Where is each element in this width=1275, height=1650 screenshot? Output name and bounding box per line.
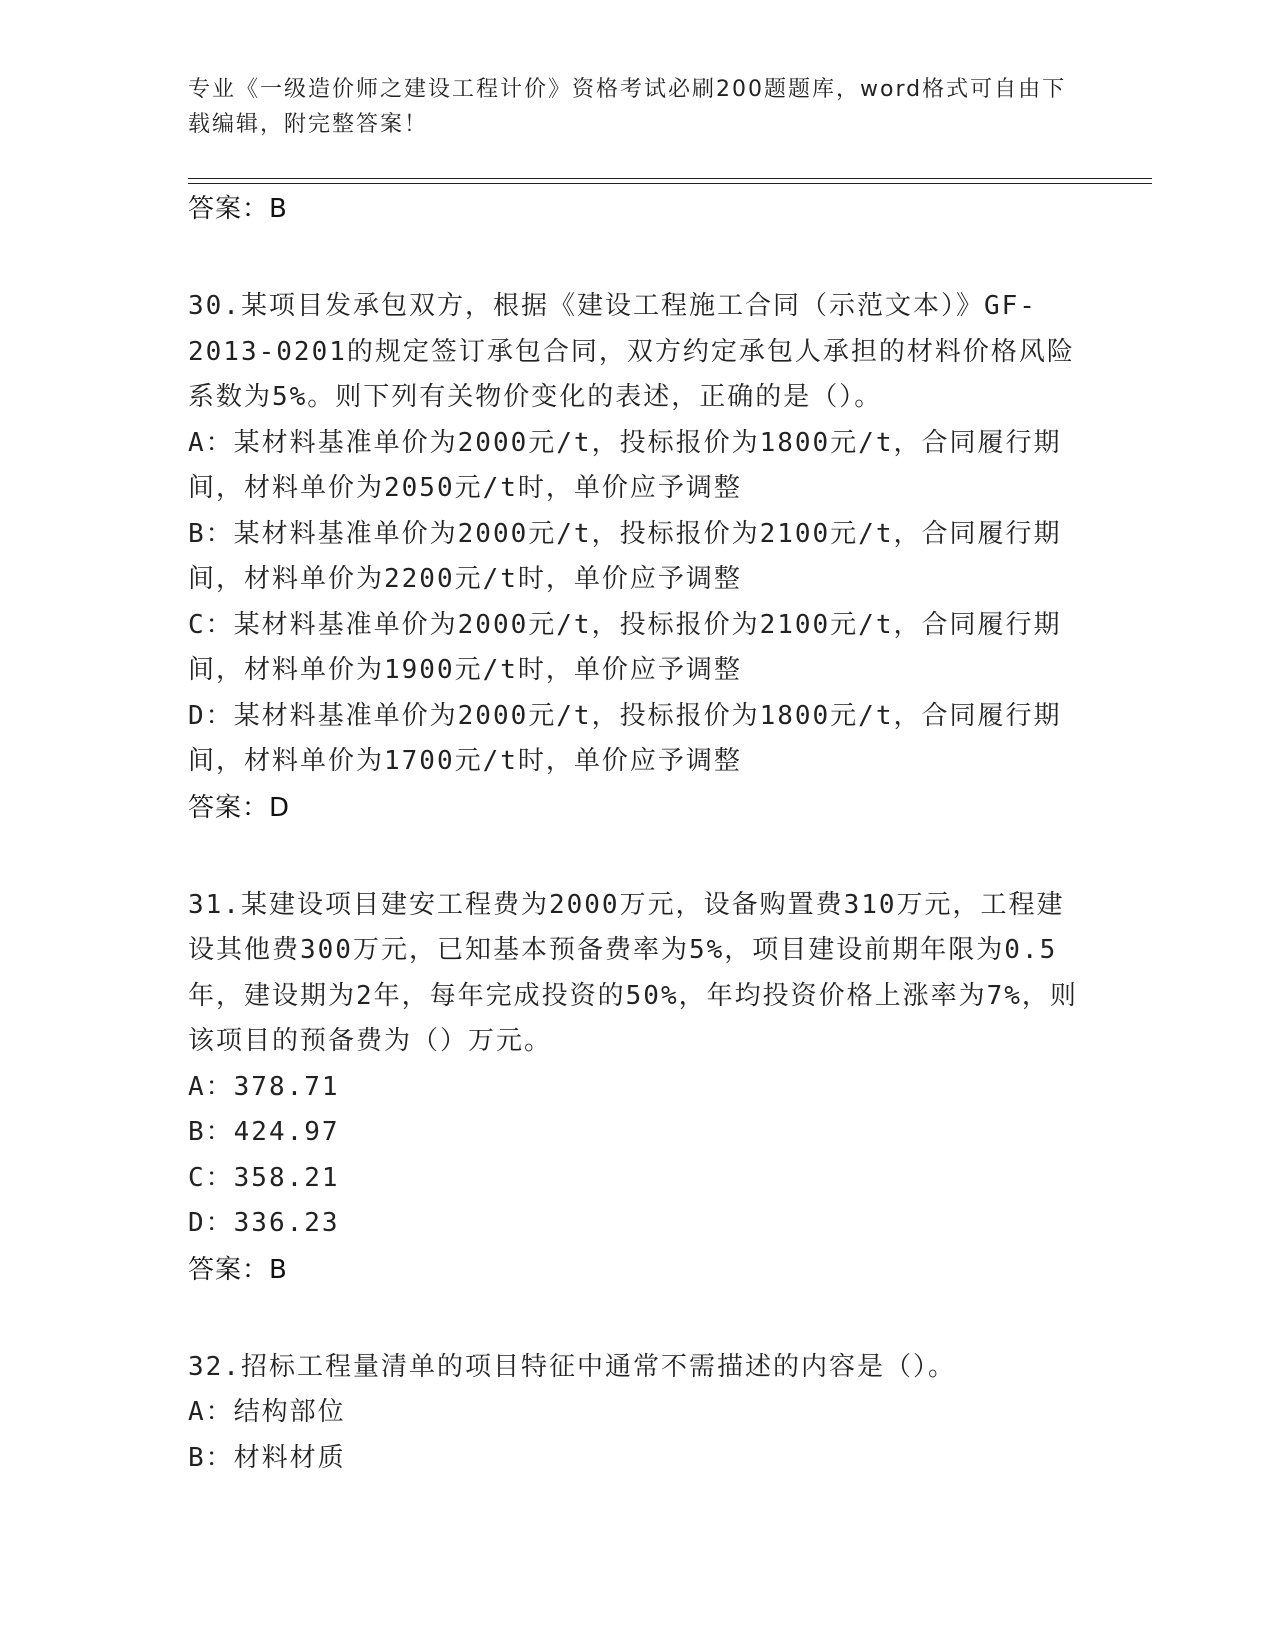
option-d: D：某材料基准单价为2000元/t，投标报价为1800元/t，合同履行期间，材料单价为1700元/t时，单价应予调整 [188,700,1062,776]
question-stem: 31.某建设项目建安工程费为2000万元，设备购置费310万元，工程建设其他费300万元，已知基本预备费率为5%，项目建设前期年限为0.5年，建设期为2年，每年完成投资的50%，年均投资价格上涨率为7%，则该项目的预备费为（）万元。 [188,889,1078,1056]
question-stem: 32.招标工程量清单的项目特征中通常不需描述的内容是（）。 [188,1351,956,1382]
option-b: B：材料材质 [188,1442,346,1473]
question-answer: 答案：D [188,792,291,823]
option-b: B：424.97 [188,1117,340,1147]
option-b: B：某材料基准单价为2000元/t，投标报价为2100元/t，合同履行期间，材料单价为2200元/t时，单价应予调整 [188,518,1062,594]
question-stem: 30.某项目发承包双方，根据《建设工程施工合同（示范文本）》GF-2013-0201的规定签订承包合同，双方约定承包人承担的材料价格风险系数为5%。则下列有关物价变化的表述，正确的是（）。 [188,291,1075,412]
previous-answer: 答案：B [188,194,288,224]
document-body [188,186,1088,1533]
question-answer: 答案：B [188,1254,288,1285]
page-header: 专业《一级造价师之建设工程计价》资格考试必刷200题题库，word格式可自由下载编辑，附完整答案！ [188,77,1067,137]
option-d: D：336.23 [188,1208,340,1238]
option-c: C：358.21 [188,1162,340,1193]
option-a: A：结构部位 [188,1397,346,1427]
question-32 [188,1345,1088,1482]
header-divider [188,178,1152,184]
option-a: A：378.71 [188,1071,340,1102]
question-30 [188,284,1088,831]
question-31 [188,883,1088,1293]
option-c: C：某材料基准单价为2000元/t，投标报价为2100元/t，合同履行期间，材料单价为1900元/t时，单价应予调整 [188,609,1062,685]
option-a: A：某材料基准单价为2000元/t，投标报价为1800元/t，合同履行期间，材料单价为2050元/t时，单价应予调整 [188,427,1062,503]
